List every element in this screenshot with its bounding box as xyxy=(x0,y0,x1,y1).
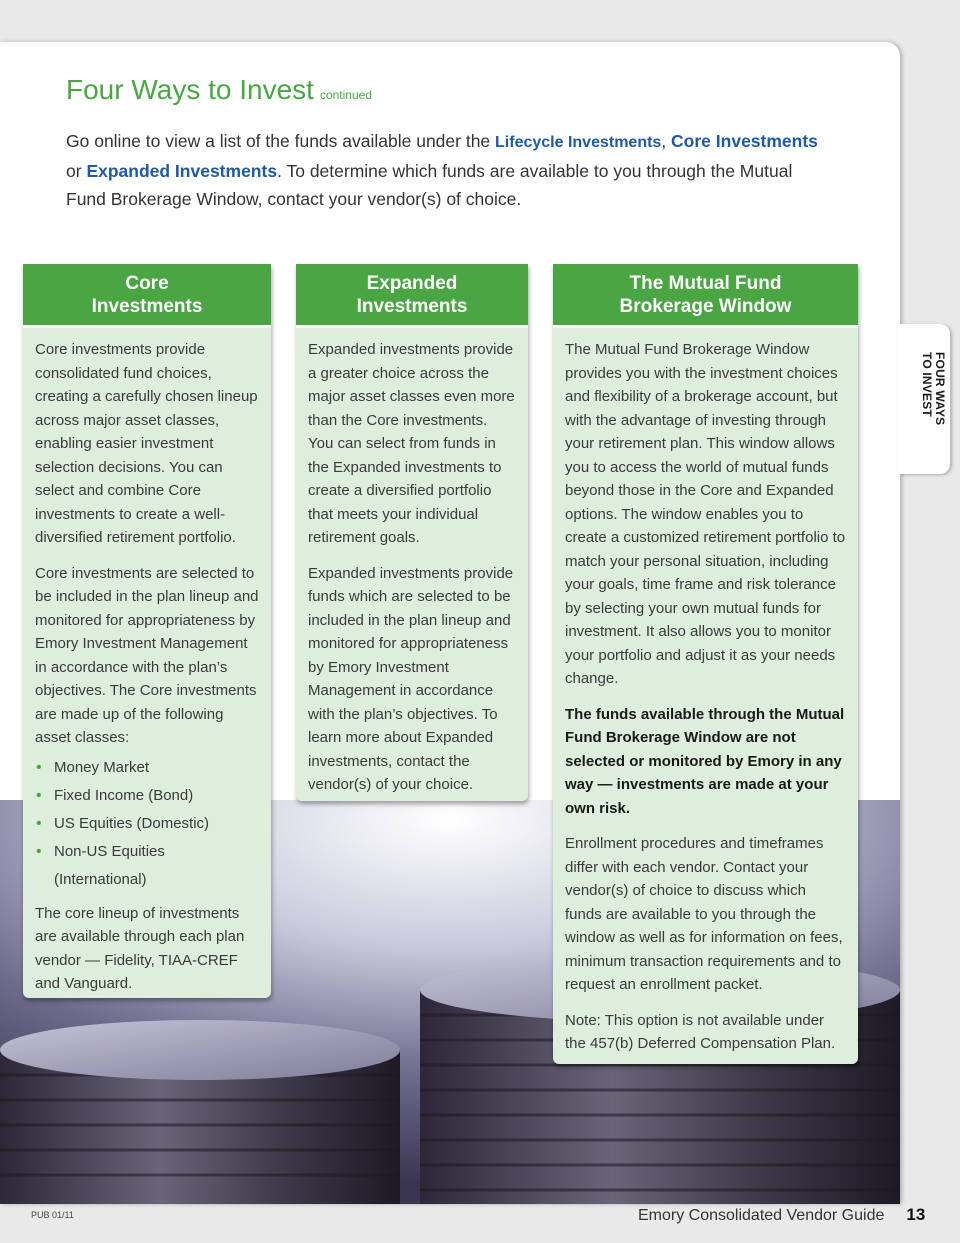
page-footer xyxy=(638,1205,925,1225)
brokerage-window-heading xyxy=(553,264,858,328)
expanded-investments-heading xyxy=(296,264,528,328)
brokerage-heading-line-2: Brokerage Window xyxy=(619,295,792,317)
bullet-icon: • xyxy=(36,842,42,860)
core-heading-line-1: Core xyxy=(125,272,169,294)
expanded-heading-line-2: Investments xyxy=(356,295,468,317)
publication-code: PUB 01/11 xyxy=(31,1210,74,1220)
bullet-icon: • xyxy=(36,758,42,776)
brokerage-paragraph-1: The Mutual Fund Brokerage Window provides you with the investment choices and flexibility of a brokerage account, but with the advantage of investing through your retirement plan. This window allows you to access the world of mutual funds beyond those in the Core and Expanded options. The window enables you to create a customized retirement portfolio to match your personal situation, including your goals, time frame and risk tolerance by selecting your own mutual funds for investment. It also allows you to monitor your portfolio and adjust it as your needs change. xyxy=(565,341,846,687)
bullet-icon: • xyxy=(36,786,42,804)
expanded-investments-box xyxy=(296,264,528,801)
lifecycle-investments-link[interactable]: Lifecycle Investments xyxy=(495,134,662,151)
asset-class-list xyxy=(35,754,259,894)
section-tab-line-1: FOUR WAYS xyxy=(933,352,947,426)
section-tab-line-2: TO INVEST xyxy=(920,352,934,417)
risk-warning-text: The funds available through the Mutual Fund Brokerage Window are not selected or monitored by Emory in any way — investments are made at your own risk. xyxy=(565,705,845,817)
brokerage-paragraph-3: Enrollment procedures and timeframes differ with each vendor. Contact your vendor(s) of choice to discuss which funds are available to you through the window as well as for information on fees, minimum transaction requirements and to request an enrollment packet. xyxy=(565,835,843,993)
asset-class-label: Non-US Equities (International) xyxy=(54,842,165,888)
list-item xyxy=(35,838,259,894)
list-item xyxy=(35,782,259,810)
core-paragraph-3: The core lineup of investments are available through each plan vendor — Fidelity, TIAA-CREF and Vanguard. xyxy=(35,904,245,992)
intro-paragraph xyxy=(66,127,826,213)
core-paragraph-1: Core investments provide consolidated fund choices, creating a carefully chosen lineup across major asset classes, enabling easier investment selection decisions. You can select and combine Core investments to create a well-diversified retirement portfolio. xyxy=(35,341,258,546)
expanded-investments-body xyxy=(296,328,528,797)
continued-label: continued xyxy=(319,88,372,102)
list-item xyxy=(35,754,259,782)
page-title-text: Four Ways to Invest xyxy=(66,74,314,105)
expanded-heading-line-1: Expanded xyxy=(366,272,458,294)
core-investments-link[interactable]: Core Investments xyxy=(671,131,818,151)
asset-class-label: Money Market xyxy=(54,758,150,776)
intro-text-1: Go online to view a list of the funds available under the xyxy=(66,131,496,151)
intro-text-4: . To determine which funds are available to you through the Mutual Fund Brokerage Window, contact your vendor(s) of choice. xyxy=(66,161,793,209)
intro-text-2: , xyxy=(661,131,672,151)
brokerage-risk-warning xyxy=(565,703,846,821)
guide-title: Emory Consolidated Vendor Guide xyxy=(638,1207,885,1224)
left-coin-stack xyxy=(0,1020,400,1204)
intro-text-3: or xyxy=(66,161,87,181)
core-investments-body xyxy=(23,328,271,996)
brokerage-window-box xyxy=(553,264,858,1064)
core-investments-heading xyxy=(23,264,271,328)
page-title xyxy=(66,74,372,106)
expanded-investments-link[interactable]: Expanded Investments xyxy=(86,161,278,181)
page-number: 13 xyxy=(906,1205,926,1224)
core-investments-box xyxy=(23,264,271,998)
asset-class-label: Fixed Income (Bond) xyxy=(54,786,194,804)
bullet-icon: • xyxy=(36,814,42,832)
core-paragraph-2: Core investments are selected to be included in the plan lineup and monitored for appropriateness by Emory Investment Management in accordance with the plan’s objectives. The Core investments are made up of the following asset classes: xyxy=(35,564,259,746)
expanded-paragraph-1: Expanded investments provide a greater choice across the major asset classes even more than the Core investments. You can select from funds in the Expanded investments to create a diversified portfolio that meets your individual retirement goals. xyxy=(308,341,515,546)
core-heading-line-2: Investments xyxy=(91,295,203,317)
expanded-paragraph-2: Expanded investments provide funds which are selected to be included in the plan lineup and monitored for appropriateness by Emory Investment Management in accordance with the plan’s objectives. To learn more about Expanded investments, contact the vendor(s) of your choice. xyxy=(308,564,514,793)
asset-class-label: US Equities (Domestic) xyxy=(54,814,210,832)
list-item xyxy=(35,810,259,838)
brokerage-window-body xyxy=(553,328,858,1056)
brokerage-note: Note: This option is not available under the 457(b) Deferred Compensation Plan. xyxy=(565,1011,836,1052)
brokerage-heading-line-1: The Mutual Fund xyxy=(629,272,782,294)
section-tab-label xyxy=(904,352,946,452)
